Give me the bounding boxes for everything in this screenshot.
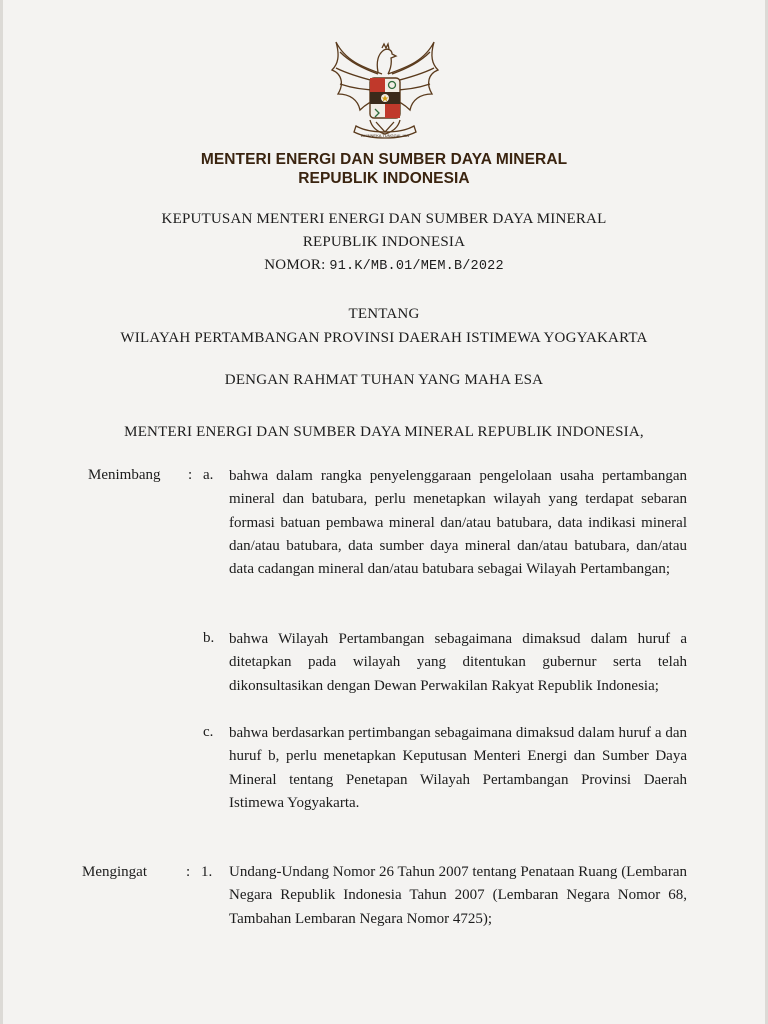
considering-item-b: bahwa Wilayah Pertambangan sebagaimana dimaksud dalam huruf a ditetapkan pada wilayah yang ditentukan gubernur serta telah dikonsultasikan dengan Dewan Perwakilan Rakyat Republik Indonesia;: [229, 631, 687, 694]
about-heading: TENTANG: [348, 306, 420, 322]
considering-marker-c: c.: [203, 724, 214, 740]
issuing-authority: MENTERI ENERGI DAN SUMBER DAYA MINERAL REPUBLIK INDONESIA,: [124, 424, 644, 440]
considering-marker-b: b.: [203, 630, 215, 646]
decree-number: [0, 257, 768, 274]
considering-item-c: bahwa berdasarkan pertimbangan sebagaimana dimaksud dalam huruf a dan huruf b, perlu menetapkan Keputusan Menteri Energi dan Sumber Daya Mineral tentang Penetapan Wilayah Pertambangan Provinsi Daerah Istimewa Yogyakarta.: [229, 725, 687, 811]
considering-item-a: bahwa dalam rangka penyelenggaraan pengelolaan usaha pertambangan mineral dan batubara, perlu menetapkan wilayah yang terdapat sebaran formasi batuan pembawa mineral dan/atau batubara, data indikasi mineral dan/atau batubara, data sumber daya mineral dan/atau batubara, dan/atau data cadangan mineral dan/atau batubara sebagai Wilayah Pertambangan;: [229, 468, 687, 578]
decree-title-line2: REPUBLIK INDONESIA: [302, 234, 466, 250]
decree-number-label: NOMOR:: [264, 257, 326, 273]
garuda-emblem-icon: [326, 34, 444, 144]
recalling-colon: :: [186, 864, 191, 880]
considering-label: Menimbang: [88, 467, 161, 483]
emblem-motto: BHINNEKA TUNGGAL IKA: [360, 133, 410, 138]
decree-subject: WILAYAH PERTAMBANGAN PROVINSI DAERAH ISTIMEWA YOGYAKARTA: [120, 330, 648, 346]
decree-number-value: 91.K/MB.01/MEM.B/2022: [329, 259, 504, 274]
considering-marker-a: a.: [203, 467, 214, 483]
decree-title-line1: KEPUTUSAN MENTERI ENERGI DAN SUMBER DAYA MINERAL: [161, 211, 607, 227]
recalling-item-1: Undang-Undang Nomor 26 Tahun 2007 tentang Penataan Ruang (Lembaran Negara Republik Indonesia Tahun 2007 (Lembaran Negara Nomor 68, Tambahan Lembaran Negara Nomor 4725);: [229, 864, 687, 927]
considering-colon: :: [188, 467, 193, 483]
ministry-heading: MENTERI ENERGI DAN SUMBER DAYA MINERAL: [200, 151, 568, 168]
recalling-label: Mengingat: [82, 864, 147, 880]
invocation: DENGAN RAHMAT TUHAN YANG MAHA ESA: [224, 372, 544, 388]
country-heading: REPUBLIK INDONESIA: [298, 170, 470, 187]
recalling-marker-1: 1.: [201, 864, 213, 880]
